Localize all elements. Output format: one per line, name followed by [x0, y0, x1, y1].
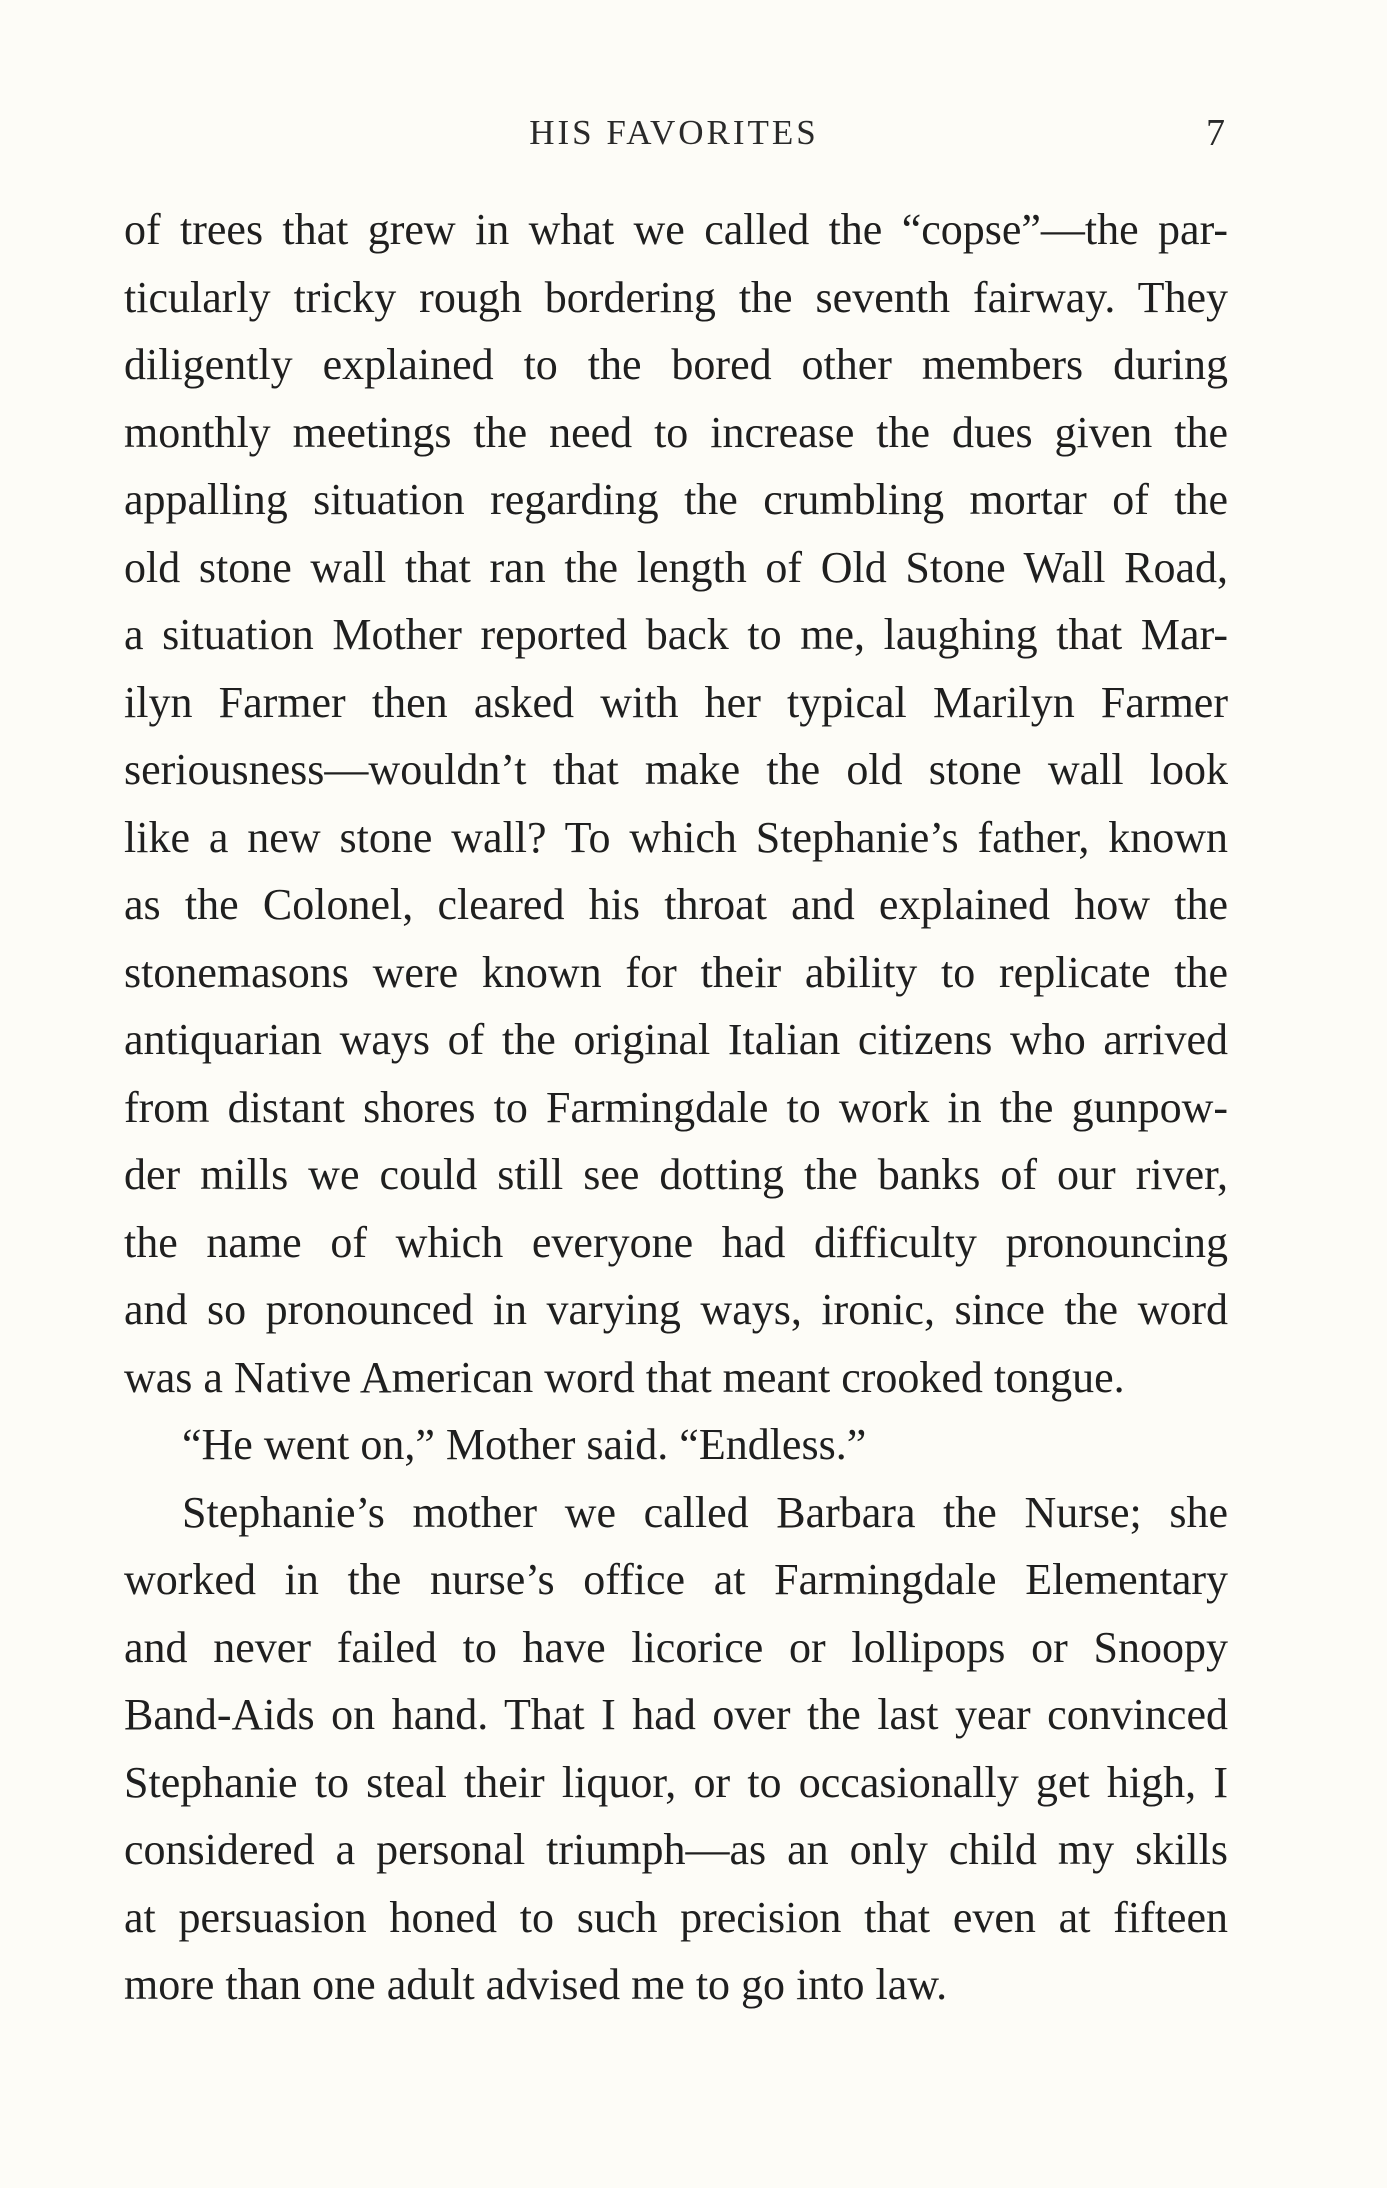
text-line: and never failed to have licorice or lollipops or Snoopy [124, 1622, 1228, 1672]
text-line: a situation Mother reported back to me, laughing that Mar- [124, 610, 1228, 659]
text-line: antiquarian ways of the original Italian citizens who arrived [124, 1015, 1228, 1064]
dialogue-line: “He went on,” Mother said. “Endless.” [182, 1420, 867, 1469]
text-line: diligently explained to the bored other members during [124, 340, 1228, 389]
text-line: considered a personal triumph—as an only child my skills [124, 1825, 1228, 1874]
text-line: ticularly tricky rough bordering the seventh fairway. They [124, 272, 1228, 322]
text-line: der mills we could still see dotting the banks of our river, [124, 1150, 1228, 1199]
text-line: and so pronounced in varying ways, ironic, since the word [124, 1285, 1228, 1334]
text-line: Band-Aids on hand. That I had over the last year convinced [124, 1690, 1228, 1739]
text-line: Stephanie to steal their liquor, or to occasionally get high, I [124, 1757, 1228, 1807]
text-line: old stone wall that ran the length of Old Stone Wall Road, [124, 542, 1228, 592]
paragraph-end-line: more than one adult advised me to go into law. [124, 1960, 948, 2009]
text-line: worked in the nurse’s office at Farmingdale Elementary [124, 1555, 1228, 1604]
text-line: stonemasons were known for their ability to replicate the [124, 947, 1228, 997]
text-line: of trees that grew in what we called the “copse”—the par- [124, 205, 1228, 254]
text-line: the name of which everyone had difficulty pronouncing [124, 1217, 1228, 1267]
text-line: at persuasion honed to such precision that even at fifteen [124, 1892, 1228, 1942]
text-line: seriousness—wouldn’t that make the old stone wall look [124, 745, 1228, 794]
body-text [124, 196, 1228, 2019]
page-number: 7 [1206, 112, 1225, 154]
text-line: like a new stone wall? To which Stephanie’s father, known [124, 812, 1228, 862]
running-head [124, 108, 1224, 158]
paragraph-end-line: was a Native American word that meant crooked tongue. [124, 1352, 1125, 1402]
text-line: appalling situation regarding the crumbling mortar of the [124, 475, 1228, 524]
text-line: as the Colonel, cleared his throat and explained how the [124, 880, 1228, 929]
text-line: from distant shores to Farmingdale to work in the gunpow- [124, 1082, 1228, 1132]
paragraph-start-line: Stephanie’s mother we called Barbara the Nurse; she [182, 1487, 1228, 1537]
text-line: ilyn Farmer then asked with her typical Marilyn Farmer [124, 677, 1228, 727]
text-line: monthly meetings the need to increase the dues given the [124, 407, 1228, 457]
running-title: HIS FAVORITES [529, 113, 819, 152]
